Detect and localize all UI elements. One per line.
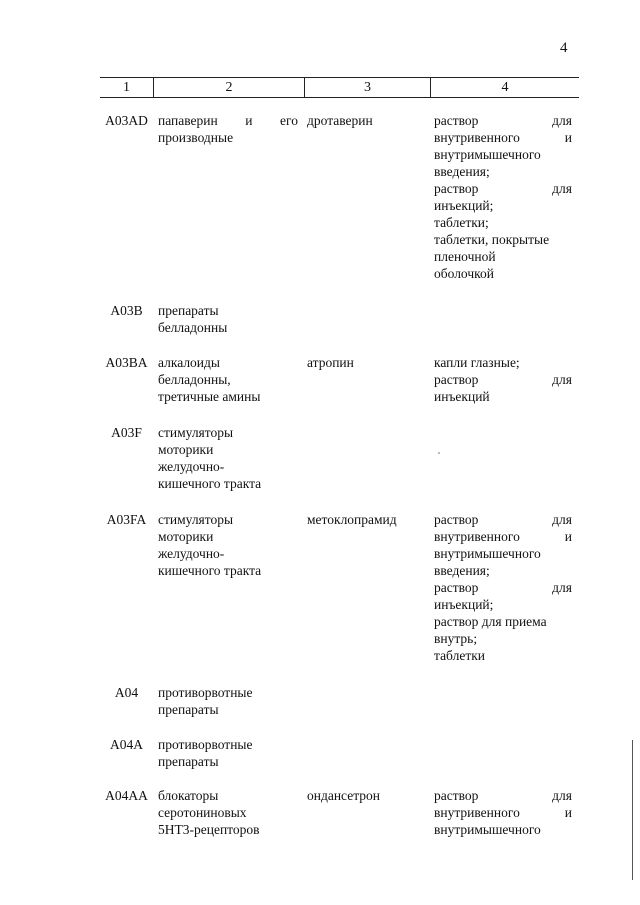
name-line: желудочно- <box>158 459 225 474</box>
atc-code: A03FA <box>106 512 147 527</box>
form-line: введения; <box>434 563 490 578</box>
table-header <box>100 77 579 98</box>
name-line: противорвотные <box>158 685 253 700</box>
drug-name: дротаверин <box>307 113 373 128</box>
name-line: производные <box>158 130 234 145</box>
form-line: инъекций <box>434 389 490 404</box>
form-line: раствор для <box>434 580 572 595</box>
header-col-3: 3 <box>305 78 431 97</box>
form-line: внутрь; <box>434 631 478 646</box>
form-line: инъекций; <box>434 198 494 213</box>
atc-group-name <box>158 787 298 838</box>
name-line: моторики <box>158 442 214 457</box>
name-line: белладонны <box>158 320 228 335</box>
dosage-forms <box>434 354 572 405</box>
form-line: раствор для <box>434 181 572 196</box>
form-line: таблетки, покрытые <box>434 232 550 247</box>
form-line: оболочкой <box>434 266 494 281</box>
name-line: моторики <box>158 529 214 544</box>
name-line: 5HT3-рецепторов <box>158 822 260 837</box>
name-line: кишечного тракта <box>158 476 262 491</box>
atc-group-name <box>158 684 298 718</box>
atc-group-name <box>158 511 298 579</box>
form-line: таблетки; <box>434 215 489 230</box>
form-line: инъекций; <box>434 597 494 612</box>
form-line: внутримышечного <box>434 147 541 162</box>
form-line: пленочной <box>434 249 496 264</box>
form-line: внутримышечного <box>434 546 541 561</box>
name-line: алкалоиды <box>158 355 220 370</box>
name-line: стимуляторы <box>158 512 234 527</box>
form-line: раствор для <box>434 512 572 527</box>
form-line: введения; <box>434 164 490 179</box>
form-line: раствор для <box>434 788 572 803</box>
dosage-forms <box>434 511 572 664</box>
name-line: препараты <box>158 702 219 717</box>
atc-code: A03AD <box>105 113 148 128</box>
name-line: белладонны, <box>158 372 231 387</box>
name-line: серотониновых <box>158 805 247 820</box>
dosage-forms <box>434 787 572 838</box>
name-line: блокаторы <box>158 788 219 803</box>
atc-group-name <box>158 112 298 146</box>
header-col-1: 1 <box>100 78 154 97</box>
atc-code: A04AA <box>105 788 148 803</box>
form-line: раствор для приема <box>434 614 547 629</box>
drug-name: атропин <box>307 355 354 370</box>
form-line: раствор для <box>434 372 572 387</box>
atc-group-name <box>158 736 298 770</box>
name-line: стимуляторы <box>158 425 234 440</box>
drug-name: метоклопрамид <box>307 512 397 527</box>
atc-code: A03BA <box>105 355 148 370</box>
form-line: таблетки <box>434 648 486 663</box>
name-line: папаверин и его <box>158 113 298 128</box>
header-col-2: 2 <box>154 78 305 97</box>
dosage-forms <box>434 112 572 282</box>
atc-code: A03F <box>111 425 142 440</box>
atc-group-name <box>158 424 298 492</box>
atc-code: A04 <box>114 685 139 700</box>
header-col-4: 4 <box>501 80 509 95</box>
atc-group-name <box>158 302 298 336</box>
scan-edge-line <box>632 740 633 880</box>
atc-code: A04A <box>110 737 143 752</box>
scan-artifact <box>438 452 440 454</box>
page-number: 4 <box>560 40 568 56</box>
atc-group-name <box>158 354 298 405</box>
name-line: третичные амины <box>158 389 261 404</box>
form-line: внутривенного и <box>434 529 572 544</box>
form-line: внутримышечного <box>434 822 541 837</box>
name-line: препараты <box>158 303 219 318</box>
name-line: противорвотные <box>158 737 253 752</box>
name-line: желудочно- <box>158 546 225 561</box>
name-line: кишечного тракта <box>158 563 262 578</box>
drug-name: ондансетрон <box>307 788 380 803</box>
form-line: внутривенного и <box>434 130 572 145</box>
name-line: препараты <box>158 754 219 769</box>
form-line: внутривенного и <box>434 805 572 820</box>
form-line: раствор для <box>434 113 572 128</box>
form-line: капли глазные; <box>434 355 520 370</box>
atc-code: A03B <box>110 303 143 318</box>
